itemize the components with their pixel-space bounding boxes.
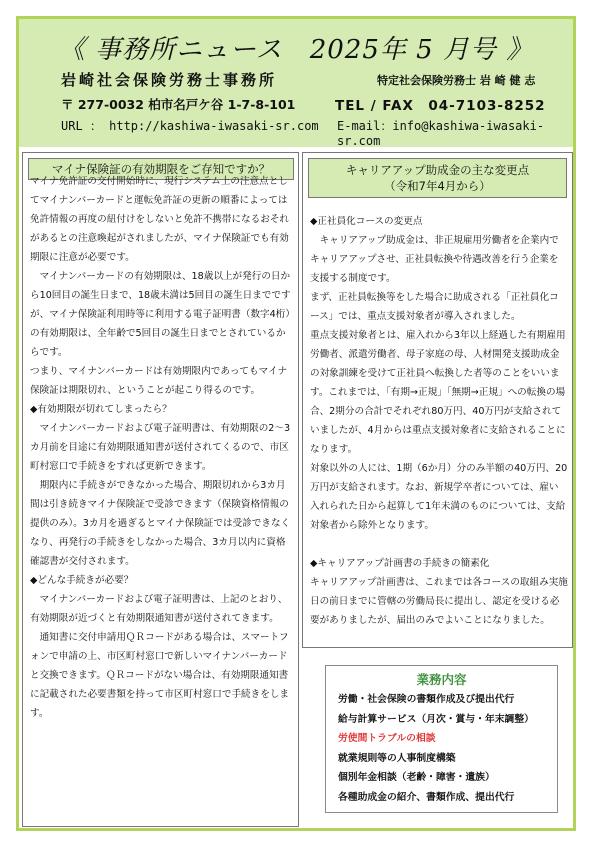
newsletter-header [19,19,573,147]
article-paragraph: まず、正社員転換等をした場合に助成される「正社員化コース」では、重点支援対象者が導入されました。 [310,292,559,322]
article-paragraph: マイナンバーカードおよび電子証明書は、上記のとおり、有効期限が近づくと有効期限通知書が送付されてきます。 [30,594,288,624]
right-title-line1: キャリアアップ助成金の主な変更点 [345,163,530,177]
article-heading: ◆有効期限が切れてしまったら？ [30,404,172,415]
article-paragraph: つまり、マイナンバーカードは有効期限内であってもマイナ保険証は期限切れ、ということが起こり得るのです。 [30,366,288,396]
services-box [325,665,558,813]
article-paragraph: 通知書に交付申請用ＱＲコードがある場合は、スマートフォンで申請の上、市区町村窓口で新しいマイナンバーカードと交換できます。ＱＲコードがない場合は、有効期限通知書に記載された必要書類を持って市区町村窓口で手続きをします。 [30,632,290,719]
services-title: 業務内容 [416,672,467,687]
service-item: 就業規則等の人事制度構築 [338,752,456,764]
article-heading: ◆正社員化コースの変更点 [310,216,423,227]
newsletter-title: 《 事務所ニュース 2025年 5 月号 》 [58,35,534,65]
left-article-body [30,172,292,723]
service-item: 給与計算サービス（月次・賞与・年末調整） [338,713,534,725]
article-paragraph: マイナンバーカードおよび電子証明書は、有効期限の2～3カ月前を目途に有効期限通知書が送付されてくるので、市区町村窓口で手続きをすれば更新できます。 [30,423,291,472]
office-email[interactable]: E-mail：info@kashiwa-iwasaki-sr.com [337,119,545,148]
service-item-highlight: 労使間トラブルの相談 [338,733,436,744]
office-representative: 特定社会保険労務士 岩 崎 健 志 [377,74,536,87]
office-address: 〒 277-0032 柏市名戸ケ谷 1-7-8-101 [61,97,296,112]
service-item: 各種助成金の紹介、書類作成、提出代行 [338,791,515,803]
article-paragraph: キャリアアップ助成金は、非正規雇用労働者を企業内でキャリアアップさせ、正社員転換や待遇改善を行う企業を支援する制度です。 [310,235,559,284]
right-section-title [308,158,567,198]
article-paragraph: マイナンバーカードの有効期限は、18歳以上が発行の日から10回目の誕生日まで、18歳未満は5回目の誕生日までですが、マイナ保険証利用時等に利用する電子証明書（数字4桁）の有効期限は、全年齢で5回目の誕生日までとされているからです。 [30,271,291,358]
paragraph-gap [310,535,568,554]
article-paragraph: 重点支援対象者とは、雇入れから3年以上経過した有期雇用労働者、派遣労働者、母子家庭の母、人材開発支援助成金の対象訓練を受けて正社員へ転換した者等のことをいいます。これまでは、「有期→正規」「無期→正規」への転換の場合、2期分の合計でそれぞれ80万円、40万円が支給されていましたが、4月からは重点支援対象者に支給されることになります。 [310,330,566,455]
article-heading: ◆キャリアアップ計画書の手続きの簡素化 [310,558,490,569]
right-article-body [310,212,568,630]
office-url[interactable]: URL ： http://kashiwa-iwasaki-sr.com [61,119,319,133]
article-heading: ◆どんな手続きが必要？ [30,575,134,586]
services-list [338,690,557,807]
office-phone: TEL / FAX 04-7103-8252 [335,98,546,114]
office-name: 岩崎社会保険労務士事務所 [61,71,278,89]
article-paragraph: マイナ免許証の交付開始時に、現行システム上の注意点としてマイナンバーカードと運転免許証の更新の順番によっては免許情報の再度の紐付けをしないと免許不携帯になるおそれがあるとの注意喚起がされましたが、マイナ保険証でも有効期限に注意が必要です。 [30,176,290,263]
service-item: 個別年金相談（老齢・障害・遺族） [338,772,495,783]
article-paragraph: 期限内に手続きができなかった場合、期限切れから3カ月間は引き続きマイナ保険証で受診できます（保険資格情報の提供のみ）。3カ月を過ぎるとマイナ保険証では受診できなくなり、再発行の手続きをしなかった場合、3カ月以内に資格確認書が交付されます。 [30,480,291,567]
right-title-line2: （令和7年4月から） [384,179,491,193]
left-section-title: マイナ保険証の有効期限をご存知ですか？ [28,158,294,180]
article-paragraph: キャリアアップ計画書は、これまでは各コースの取組み実施日の前日までに管轄の労働局長に提出し、認定を受ける必要がありましたが、届出のみでよいことになりました。 [310,577,568,626]
article-paragraph: 対象以外の人には、1期（6か月）分のみ半額の40万円、20万円が支給されます。なお、新規学卒者については、雇い入れられた日から起算して1年未満のものについては、支給対象者から除外となります。 [310,463,568,531]
service-item: 労働・社会保険の書類作成及び提出代行 [338,694,515,705]
